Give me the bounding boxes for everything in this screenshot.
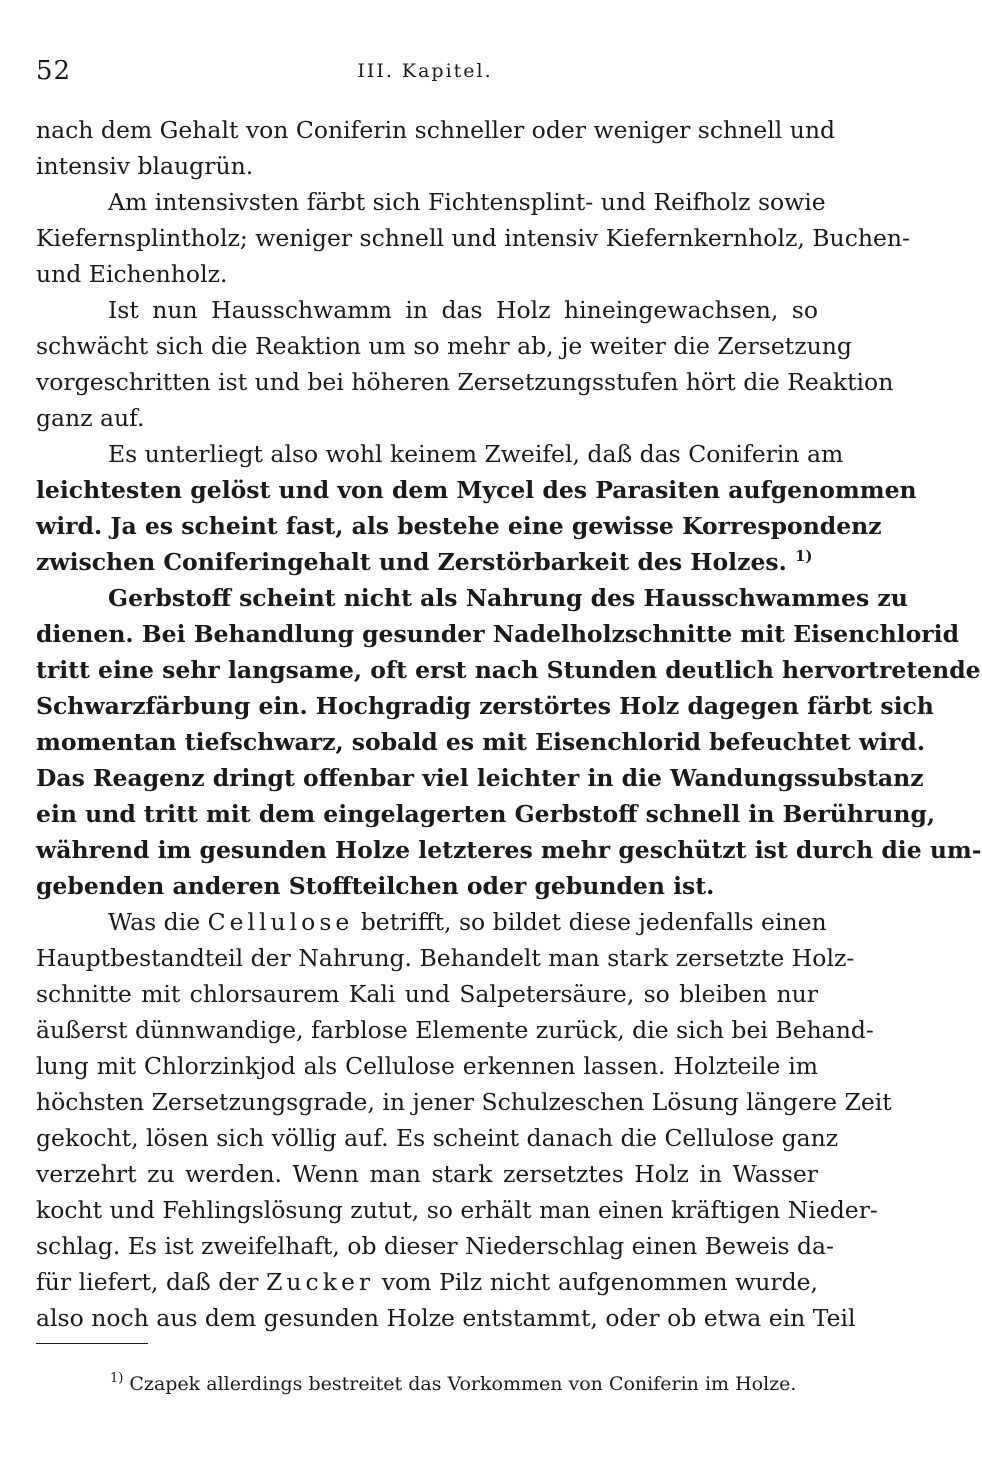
text-line: höchsten Zersetzungsgrade, in jener Schulzeschen Lösung längere Zeit bbox=[36, 1088, 892, 1116]
text-line bbox=[36, 1264, 818, 1300]
text-line: wird. Ja es scheint fast, als bestehe eine gewisse Korrespondenz bbox=[36, 512, 882, 540]
line-text: für liefert, daß der bbox=[36, 1268, 267, 1296]
text-line: nach dem Gehalt von Coniferin schneller oder weniger schnell und bbox=[36, 116, 836, 144]
text-line: schlag. Es ist zweifelhaft, ob dieser Niederschlag einen Beweis da- bbox=[36, 1232, 834, 1260]
text-line: Hauptbestandteil der Nahrung. Behandelt man stark zersetzte Holz- bbox=[36, 944, 855, 972]
text-line: schwächt sich die Reaktion um so mehr ab, je weiter die Zersetzung bbox=[36, 332, 852, 360]
text-line: schnitte mit chlorsaurem Kali und Salpetersäure, so bleiben nur bbox=[36, 980, 818, 1008]
footnote-marker: 1) bbox=[110, 1371, 124, 1386]
text-line: gekocht, lösen sich völlig auf. Es scheint danach die Cellulose ganz bbox=[36, 1124, 839, 1152]
footnote-divider bbox=[36, 1343, 148, 1344]
body-text bbox=[36, 112, 982, 1336]
text-line bbox=[36, 904, 827, 940]
text-line: also noch aus dem gesunden Holze entstammt, oder ob etwa ein Teil bbox=[36, 1304, 856, 1332]
running-head: III. Kapitel. bbox=[357, 60, 493, 82]
line-text: zwischen Coniferingehalt und Zerstörbarkeit des Holzes. bbox=[36, 548, 787, 576]
text-line: dienen. Bei Behandlung gesunder Nadelholzschnitte mit Eisenchlorid bbox=[36, 620, 960, 648]
text-line: Das Reagenz dringt offenbar viel leichter in die Wandungssubstanz bbox=[36, 764, 924, 792]
text-line: ganz auf. bbox=[36, 404, 145, 432]
page-number: 52 bbox=[36, 56, 72, 86]
text-line: Am intensivsten färbt sich Fichtensplint- und Reifholz sowie bbox=[108, 188, 826, 216]
text-line: während im gesunden Holze letzteres mehr geschützt ist durch die um- bbox=[36, 836, 982, 864]
footnote-text: Czapek allerdings bestreitet das Vorkommen von Coniferin im Holze. bbox=[129, 1373, 797, 1395]
line-text: Was die bbox=[108, 908, 208, 936]
spaced-term: Zucker bbox=[266, 1268, 375, 1296]
text-line: äußerst dünnwandige, farblose Elemente zurück, die sich bei Behand- bbox=[36, 1016, 874, 1044]
text-line: tritt eine sehr langsame, oft erst nach Stunden deutlich hervortretende bbox=[36, 656, 981, 684]
spaced-term: Cellulose bbox=[207, 908, 354, 936]
text-line: momentan tiefschwarz, sobald es mit Eisenchlorid befeuchtet wird. bbox=[36, 728, 926, 756]
line-text: betrifft, so bildet diese jedenfalls einen bbox=[353, 908, 827, 936]
text-line: intensiv blaugrün. bbox=[36, 152, 254, 180]
text-line: vorgeschritten ist und bei höheren Zersetzungsstufen hört die Reaktion bbox=[36, 368, 894, 396]
text-line: Ist nun Hausschwamm in das Holz hineingewachsen, so bbox=[108, 296, 818, 324]
text-line: leichtesten gelöst und von dem Mycel des Parasiten aufgenommen bbox=[36, 476, 917, 504]
text-line: kocht und Fehlingslösung zutut, so erhält man einen kräftigen Nieder- bbox=[36, 1196, 878, 1224]
line-text: vom Pilz nicht aufgenommen wurde, bbox=[374, 1268, 819, 1296]
text-line: Kiefernsplintholz; weniger schnell und intensiv Kiefernkernholz, Buchen- bbox=[36, 224, 910, 252]
text-line: ein und tritt mit dem eingelagerten Gerbstoff schnell in Berührung, bbox=[36, 800, 936, 828]
footnote bbox=[110, 1370, 820, 1398]
text-line bbox=[36, 544, 818, 580]
text-line: und Eichenholz. bbox=[36, 260, 228, 288]
text-line: Schwarzfärbung ein. Hochgradig zerstörtes Holz dagegen färbt sich bbox=[36, 692, 934, 720]
text-line: Gerbstoff scheint nicht als Nahrung des Hausschwammes zu bbox=[108, 584, 908, 612]
text-line: verzehrt zu werden. Wenn man stark zersetztes Holz in Wasser bbox=[36, 1160, 818, 1188]
footnote-reference: 1) bbox=[795, 547, 813, 565]
text-line: Es unterliegt also wohl keinem Zweifel, daß das Coniferin am bbox=[108, 440, 844, 468]
text-line: gebenden anderen Stoffteilchen oder gebunden ist. bbox=[36, 872, 715, 900]
text-line: lung mit Chlorzinkjod als Cellulose erkennen lassen. Holzteile im bbox=[36, 1052, 818, 1080]
